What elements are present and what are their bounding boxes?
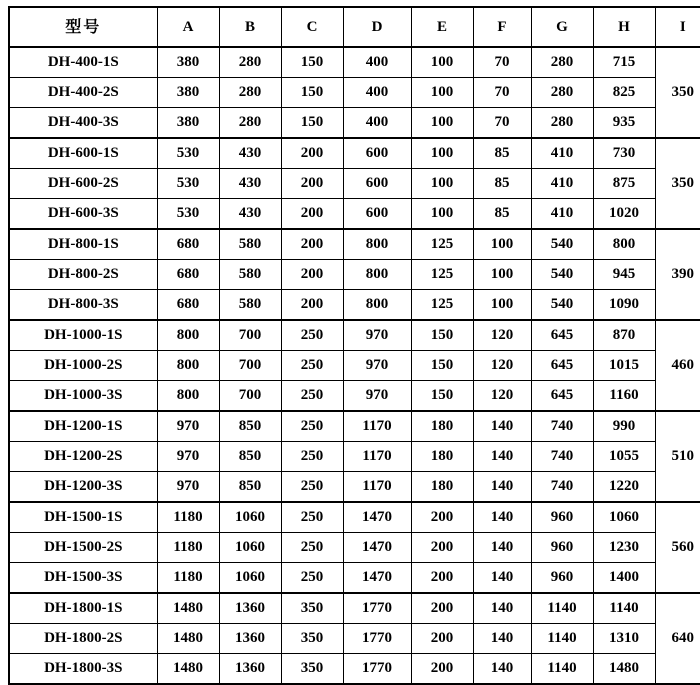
cell-c: 250 [281,533,343,563]
cell-b: 850 [219,411,281,442]
column-header-b: B [219,7,281,47]
cell-g: 740 [531,472,593,503]
cell-a: 530 [157,138,219,169]
table-row [9,624,700,654]
cell-g: 540 [531,260,593,290]
table-row [9,199,700,230]
cell-f: 140 [473,502,531,533]
table-row [9,78,700,108]
table-row [9,442,700,472]
cell-d: 1470 [343,563,411,594]
cell-g: 645 [531,320,593,351]
cell-a: 970 [157,411,219,442]
cell-model: DH-1000-3S [9,381,157,412]
cell-c: 200 [281,290,343,321]
cell-c: 200 [281,260,343,290]
cell-e: 200 [411,533,473,563]
cell-c: 200 [281,199,343,230]
cell-a: 800 [157,381,219,412]
cell-e: 150 [411,320,473,351]
cell-b: 430 [219,199,281,230]
cell-g: 960 [531,502,593,533]
cell-h: 1400 [593,563,655,594]
cell-h: 1020 [593,199,655,230]
cell-model: DH-400-1S [9,47,157,78]
cell-model: DH-1800-2S [9,624,157,654]
cell-b: 1360 [219,654,281,685]
cell-c: 250 [281,472,343,503]
cell-e: 125 [411,229,473,260]
cell-a: 800 [157,351,219,381]
cell-d: 970 [343,351,411,381]
cell-c: 250 [281,411,343,442]
cell-f: 100 [473,290,531,321]
cell-e: 200 [411,624,473,654]
cell-d: 1770 [343,624,411,654]
table-row [9,351,700,381]
cell-e: 180 [411,442,473,472]
cell-b: 580 [219,290,281,321]
cell-a: 970 [157,442,219,472]
cell-f: 140 [473,624,531,654]
cell-h: 990 [593,411,655,442]
cell-model: DH-1000-1S [9,320,157,351]
cell-model: DH-800-1S [9,229,157,260]
cell-b: 1060 [219,502,281,533]
cell-d: 1770 [343,593,411,624]
table-row [9,472,700,503]
cell-f: 70 [473,78,531,108]
cell-c: 350 [281,624,343,654]
cell-d: 600 [343,138,411,169]
cell-b: 430 [219,169,281,199]
table-row [9,563,700,594]
cell-e: 100 [411,108,473,139]
cell-a: 1180 [157,563,219,594]
cell-c: 150 [281,78,343,108]
cell-g: 410 [531,169,593,199]
cell-h: 1060 [593,502,655,533]
cell-model: DH-1500-1S [9,502,157,533]
cell-d: 400 [343,47,411,78]
cell-h: 1480 [593,654,655,685]
cell-f: 140 [473,533,531,563]
cell-model: DH-1800-1S [9,593,157,624]
cell-i: 560 [655,502,700,593]
cell-d: 1770 [343,654,411,685]
cell-f: 120 [473,320,531,351]
cell-model: DH-400-2S [9,78,157,108]
cell-g: 960 [531,563,593,594]
cell-h: 1140 [593,593,655,624]
cell-b: 700 [219,351,281,381]
cell-b: 1360 [219,593,281,624]
cell-e: 200 [411,502,473,533]
cell-d: 400 [343,78,411,108]
cell-model: DH-1000-2S [9,351,157,381]
cell-f: 140 [473,654,531,685]
cell-f: 70 [473,47,531,78]
cell-h: 825 [593,78,655,108]
cell-c: 200 [281,138,343,169]
cell-f: 100 [473,260,531,290]
cell-f: 140 [473,472,531,503]
cell-h: 730 [593,138,655,169]
cell-c: 350 [281,593,343,624]
cell-h: 715 [593,47,655,78]
cell-i: 390 [655,229,700,320]
cell-g: 1140 [531,624,593,654]
cell-a: 530 [157,199,219,230]
cell-b: 580 [219,229,281,260]
cell-c: 350 [281,654,343,685]
cell-a: 1480 [157,593,219,624]
cell-a: 680 [157,260,219,290]
cell-g: 280 [531,47,593,78]
cell-g: 540 [531,229,593,260]
cell-f: 140 [473,411,531,442]
table-row [9,533,700,563]
cell-model: DH-800-3S [9,290,157,321]
cell-g: 540 [531,290,593,321]
cell-e: 180 [411,472,473,503]
table-row [9,169,700,199]
cell-d: 1170 [343,472,411,503]
cell-a: 1480 [157,654,219,685]
cell-c: 250 [281,320,343,351]
cell-b: 850 [219,472,281,503]
cell-c: 250 [281,351,343,381]
cell-d: 1170 [343,442,411,472]
table-row [9,138,700,169]
cell-h: 800 [593,229,655,260]
cell-f: 120 [473,351,531,381]
table-row [9,320,700,351]
cell-h: 1160 [593,381,655,412]
cell-a: 1480 [157,624,219,654]
cell-i: 350 [655,138,700,229]
cell-g: 960 [531,533,593,563]
column-header-f: F [473,7,531,47]
cell-a: 380 [157,108,219,139]
cell-b: 280 [219,78,281,108]
column-header-model: 型号 [9,7,157,47]
cell-g: 740 [531,411,593,442]
cell-a: 1180 [157,502,219,533]
cell-d: 800 [343,229,411,260]
cell-a: 380 [157,78,219,108]
cell-b: 700 [219,320,281,351]
cell-c: 250 [281,442,343,472]
cell-g: 740 [531,442,593,472]
table-header [9,7,700,47]
table-row [9,108,700,139]
cell-g: 645 [531,351,593,381]
cell-g: 280 [531,108,593,139]
cell-f: 85 [473,199,531,230]
cell-h: 875 [593,169,655,199]
cell-h: 945 [593,260,655,290]
cell-f: 85 [473,169,531,199]
cell-e: 150 [411,381,473,412]
column-header-g: G [531,7,593,47]
cell-g: 280 [531,78,593,108]
cell-i: 510 [655,411,700,502]
table-row [9,381,700,412]
cell-c: 250 [281,502,343,533]
table-header-row [9,7,700,47]
cell-c: 250 [281,563,343,594]
table-row [9,290,700,321]
cell-e: 150 [411,351,473,381]
cell-a: 1180 [157,533,219,563]
cell-h: 870 [593,320,655,351]
column-header-d: D [343,7,411,47]
cell-c: 250 [281,381,343,412]
cell-h: 1310 [593,624,655,654]
table-body [9,47,700,684]
cell-e: 200 [411,563,473,594]
cell-b: 580 [219,260,281,290]
table-row [9,654,700,685]
cell-e: 100 [411,199,473,230]
cell-f: 85 [473,138,531,169]
cell-h: 1230 [593,533,655,563]
cell-g: 410 [531,138,593,169]
column-header-h: H [593,7,655,47]
cell-g: 1140 [531,654,593,685]
cell-b: 280 [219,47,281,78]
cell-model: DH-1500-2S [9,533,157,563]
cell-model: DH-1200-3S [9,472,157,503]
cell-d: 600 [343,169,411,199]
cell-d: 1470 [343,502,411,533]
cell-e: 100 [411,138,473,169]
table-row [9,47,700,78]
cell-e: 200 [411,654,473,685]
cell-b: 430 [219,138,281,169]
cell-a: 530 [157,169,219,199]
cell-model: DH-600-2S [9,169,157,199]
cell-a: 800 [157,320,219,351]
cell-model: DH-1200-2S [9,442,157,472]
cell-model: DH-600-1S [9,138,157,169]
cell-c: 200 [281,229,343,260]
cell-e: 200 [411,593,473,624]
cell-a: 680 [157,229,219,260]
cell-f: 140 [473,563,531,594]
cell-d: 970 [343,320,411,351]
cell-b: 1360 [219,624,281,654]
cell-i: 640 [655,593,700,684]
cell-d: 1470 [343,533,411,563]
cell-h: 1055 [593,442,655,472]
cell-a: 380 [157,47,219,78]
cell-i: 460 [655,320,700,411]
column-header-e: E [411,7,473,47]
cell-g: 1140 [531,593,593,624]
cell-c: 150 [281,47,343,78]
cell-d: 600 [343,199,411,230]
cell-e: 180 [411,411,473,442]
cell-c: 150 [281,108,343,139]
cell-h: 1090 [593,290,655,321]
cell-d: 800 [343,260,411,290]
table-row [9,411,700,442]
cell-f: 120 [473,381,531,412]
cell-e: 100 [411,47,473,78]
cell-a: 970 [157,472,219,503]
cell-f: 140 [473,442,531,472]
cell-model: DH-1500-3S [9,563,157,594]
cell-c: 200 [281,169,343,199]
cell-e: 100 [411,78,473,108]
table-row [9,502,700,533]
cell-b: 850 [219,442,281,472]
cell-h: 1220 [593,472,655,503]
cell-d: 970 [343,381,411,412]
cell-b: 1060 [219,563,281,594]
table-row [9,593,700,624]
cell-f: 100 [473,229,531,260]
cell-h: 935 [593,108,655,139]
cell-a: 680 [157,290,219,321]
cell-g: 410 [531,199,593,230]
cell-e: 125 [411,290,473,321]
cell-e: 125 [411,260,473,290]
column-header-a: A [157,7,219,47]
table-row [9,229,700,260]
cell-b: 280 [219,108,281,139]
cell-h: 1015 [593,351,655,381]
cell-model: DH-1800-3S [9,654,157,685]
cell-b: 700 [219,381,281,412]
column-header-c: C [281,7,343,47]
cell-d: 400 [343,108,411,139]
cell-model: DH-800-2S [9,260,157,290]
cell-b: 1060 [219,533,281,563]
cell-e: 100 [411,169,473,199]
column-header-i: I [655,7,700,47]
cell-f: 140 [473,593,531,624]
cell-d: 800 [343,290,411,321]
cell-model: DH-600-3S [9,199,157,230]
cell-f: 70 [473,108,531,139]
specification-table [8,6,700,685]
cell-model: DH-1200-1S [9,411,157,442]
cell-g: 645 [531,381,593,412]
cell-i: 350 [655,47,700,138]
table-row [9,260,700,290]
cell-d: 1170 [343,411,411,442]
cell-model: DH-400-3S [9,108,157,139]
